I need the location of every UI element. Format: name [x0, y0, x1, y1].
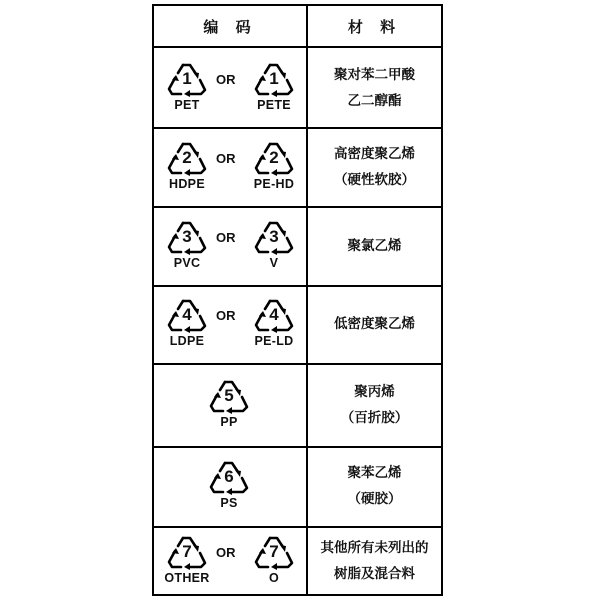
recycling-symbol-center: [206, 377, 252, 437]
material-text-line: 树脂及混合料: [334, 566, 415, 582]
code-row-3: [154, 206, 441, 285]
code-cell: [154, 127, 306, 206]
code-cell: [154, 285, 306, 363]
recycling-symbol-left: [164, 139, 210, 199]
resin-code-number: 2: [269, 148, 279, 167]
material-text-line: （百折胶）: [340, 409, 409, 426]
material-text-line: 聚苯乙烯: [347, 465, 402, 481]
material-text-line: 低密度聚乙烯: [334, 316, 415, 332]
row-divider: [154, 526, 441, 528]
resin-abbreviation: PP: [220, 415, 238, 429]
resin-code-number: 7: [269, 542, 279, 561]
row-divider: [154, 285, 441, 287]
code-cell: [154, 363, 306, 446]
row-divider: [154, 363, 441, 365]
resin-abbreviation: HDPE: [169, 177, 205, 191]
resin-code-number: 3: [182, 227, 192, 246]
code-row-1: [154, 48, 441, 127]
or-label: OR: [216, 72, 236, 87]
code-row-6: [154, 446, 441, 526]
row-divider: [154, 446, 441, 448]
code-row-2: [154, 127, 441, 206]
material-text-line: （硬胶）: [347, 491, 402, 507]
recycling-code-table: [152, 4, 443, 596]
recycling-symbol-left: [164, 296, 210, 356]
recycling-symbol-right: [251, 218, 297, 278]
material-text-line: 聚对苯二甲酸: [334, 66, 415, 83]
material-cell: [308, 285, 441, 363]
resin-abbreviation: PE-LD: [254, 334, 294, 348]
material-cell: [308, 127, 441, 206]
or-label: OR: [216, 230, 236, 245]
material-cell: [308, 48, 441, 127]
resin-abbreviation: PETE: [257, 98, 291, 112]
recycling-symbol-right: [251, 60, 297, 120]
or-label: OR: [216, 308, 236, 323]
code-cell: [154, 48, 306, 127]
header-code: 编 码: [203, 17, 257, 36]
resin-code-number: 5: [224, 386, 234, 405]
resin-code-number: 4: [182, 305, 192, 324]
or-label: OR: [216, 545, 236, 560]
row-divider: [154, 127, 441, 129]
recycling-symbol-center: [206, 458, 252, 518]
material-text-line: 其他所有未列出的: [320, 540, 429, 556]
material-cell: [308, 206, 441, 285]
header-material: 材 料: [347, 17, 402, 36]
resin-abbreviation: PVC: [173, 256, 201, 270]
resin-code-number: 3: [269, 227, 279, 246]
resin-abbreviation: PET: [174, 98, 200, 112]
resin-abbreviation: OTHER: [164, 571, 210, 585]
resin-abbreviation: PE-HD: [253, 177, 295, 191]
code-row-7: [154, 526, 441, 596]
recycling-symbol-left: [164, 60, 210, 120]
resin-code-number: 1: [269, 69, 279, 88]
recycling-symbol-left: [164, 218, 210, 278]
material-text-line: 聚氯乙烯: [347, 237, 402, 254]
code-row-5: [154, 363, 441, 446]
resin-code-number: 1: [182, 69, 192, 88]
or-label: OR: [216, 151, 236, 166]
material-cell: [308, 363, 441, 446]
material-text-line: 高密度聚乙烯: [334, 145, 415, 162]
material-cell: [308, 446, 441, 526]
recycling-symbol-right: [251, 139, 297, 199]
code-cell: [154, 446, 306, 526]
resin-code-number: 7: [182, 542, 192, 561]
resin-code-number: 4: [269, 305, 279, 324]
code-row-4: [154, 285, 441, 363]
resin-abbreviation: PS: [220, 496, 238, 510]
row-divider: [154, 206, 441, 208]
recycling-symbol-right: [251, 296, 297, 356]
resin-abbreviation: O: [268, 571, 280, 585]
resin-abbreviation: LDPE: [169, 334, 205, 348]
resin-abbreviation: V: [269, 256, 279, 270]
material-cell: [308, 526, 441, 596]
material-text-line: （硬性软胶）: [334, 171, 415, 188]
recycling-symbol-right: [251, 533, 297, 593]
resin-code-number: 2: [182, 148, 192, 167]
resin-code-number: 6: [224, 467, 234, 486]
material-text-line: 乙二醇酯: [347, 92, 402, 109]
material-text-line: 聚丙烯: [354, 383, 395, 400]
code-cell: [154, 206, 306, 285]
code-cell: [154, 526, 306, 596]
recycling-symbol-left: [164, 533, 210, 593]
